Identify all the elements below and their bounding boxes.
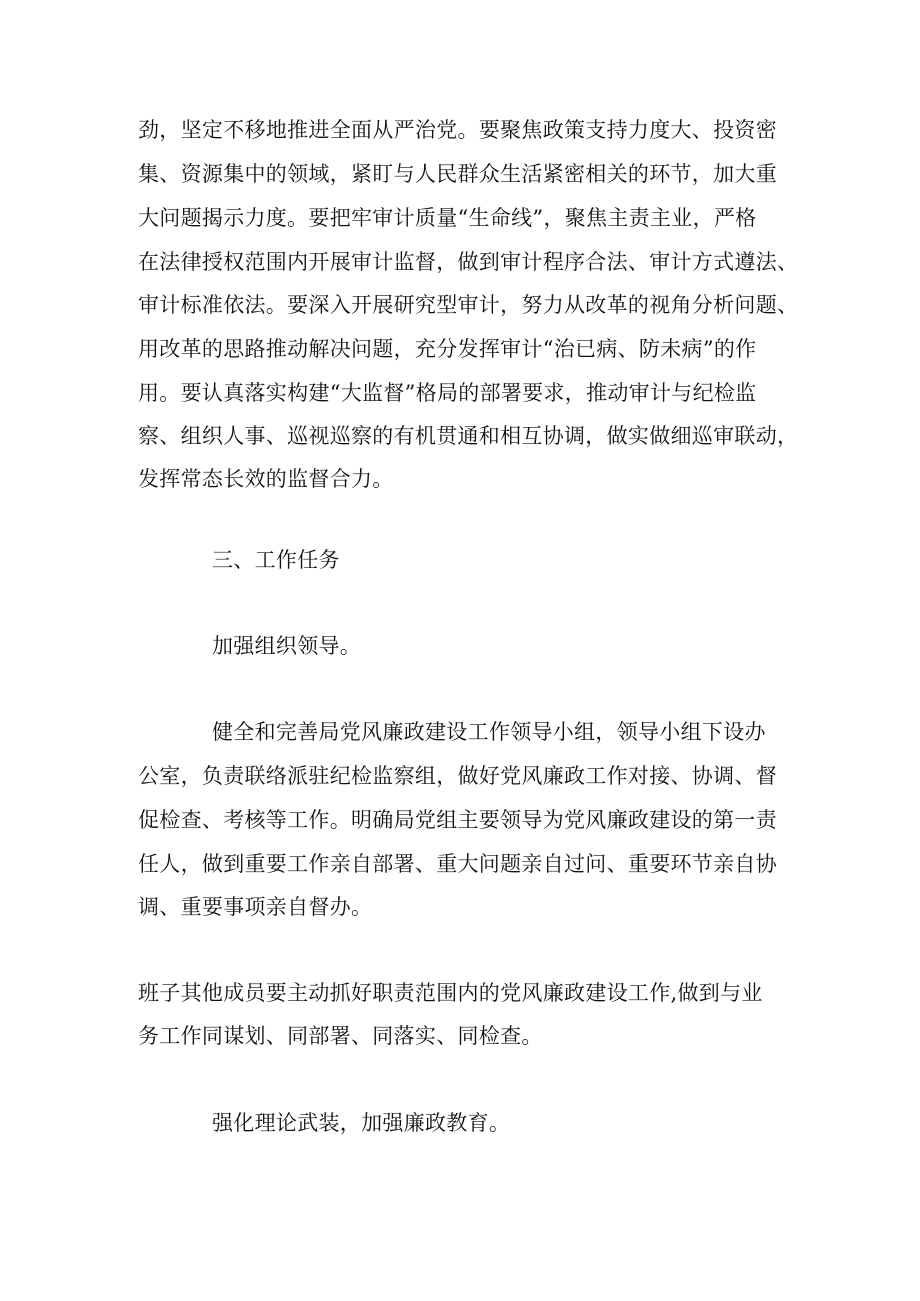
text-line: 集、资源集中的领域，紧盯与人民群众生活紧密相关的环节，加大重: [138, 162, 777, 186]
text-line: 大问题揭示力度。要把牢审计质量“生命线”，聚焦主责主业，严格: [138, 206, 757, 230]
text-line: 任人，做到重要工作亲自部署、重大问题亲自过问、重要环节亲自协: [138, 852, 777, 876]
subheading-organization: 加强组织领导。: [212, 634, 362, 658]
text-line: 公室，负责联络派驻纪检监察组，做好党风廉政工作对接、协调、督: [138, 764, 777, 788]
text-line: 劲，坚定不移地推进全面从严治党。要聚焦政策支持力度大、投资密: [138, 118, 777, 142]
text-line: 班子其他成员要主动抓好职责范围内的党风廉政建设工作,做到与业: [138, 981, 763, 1005]
text-line: 调、重要事项亲自督办。: [138, 895, 373, 919]
text-line: 健全和完善局党风廉政建设工作领导小组，领导小组下设办: [212, 720, 766, 744]
text-line: 务工作同谋划、同部署、同落实、同检查。: [138, 1024, 543, 1048]
section-heading: 三、工作任务: [212, 548, 340, 572]
text-line: 审计标准依法。要深入开展研究型审计，努力从改革的视角分析问题、: [138, 293, 799, 317]
text-line: 用。要认真落实构建“大监督”格局的部署要求，推动审计与纪检监: [138, 381, 757, 405]
text-line: 用改革的思路推动解决问题，充分发挥审计“治已病、防未病”的作: [138, 337, 757, 361]
text-line: 察、组织人事、巡视巡察的有机贯通和相互协调，做实做细巡审联动，: [138, 424, 799, 448]
text-line: 促检查、考核等工作。明确局党组主要领导为党风廉政建设的第一责: [138, 808, 777, 832]
text-line: 发挥常态长效的监督合力。: [138, 467, 394, 491]
subheading-education: 强化理论武装，加强廉政教育。: [212, 1111, 511, 1135]
text-line: 在法律授权范围内开展审计监督，做到审计程序合法、审计方式遵法、: [138, 250, 799, 274]
